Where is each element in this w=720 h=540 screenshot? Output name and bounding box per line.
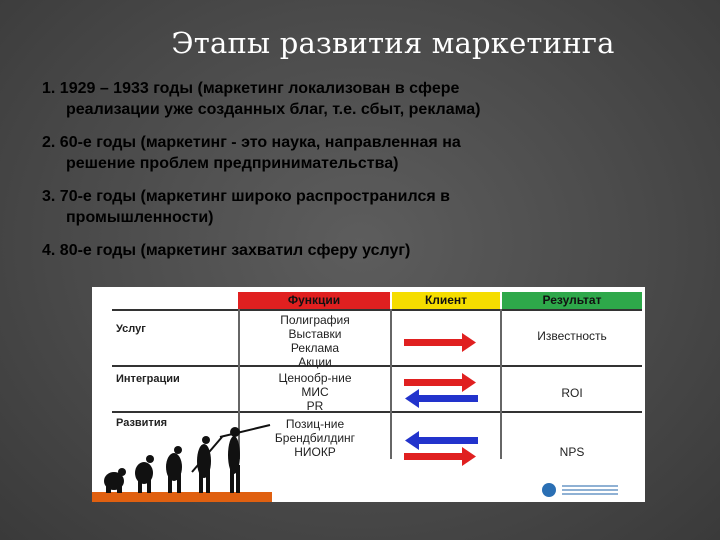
header-functions: Функции — [238, 292, 390, 309]
function-item: Ценообр-ние — [278, 371, 352, 385]
list-item-rest: решение проблем предпринимательства) — [66, 155, 399, 172]
arrow-right-icon — [404, 373, 476, 392]
function-item: Брендбилдинг — [274, 431, 356, 445]
arrow-left-icon — [405, 431, 478, 450]
result-roi: ROI — [561, 386, 583, 400]
function-item: PR — [306, 399, 324, 413]
list-item — [42, 240, 602, 261]
list-item — [42, 132, 602, 174]
arrow-right-icon — [404, 447, 476, 466]
result-awareness: Известность — [537, 329, 607, 343]
row-label-services: Услуг — [116, 323, 146, 335]
arrow-left-icon — [405, 389, 478, 408]
result-nps: NPS — [559, 445, 585, 459]
list-item-lead: 2. 60-е годы (маркетинг - это наука, направленная на — [42, 134, 461, 151]
list-item — [42, 78, 602, 120]
company-logo-icon — [542, 483, 556, 497]
evolution-silhouette-icon — [92, 425, 272, 502]
list-item — [42, 186, 602, 228]
stages-list — [42, 78, 602, 273]
function-item: Выставки — [288, 327, 342, 341]
list-item-lead: 4. 80-е годы (маркетинг захватил сферу услуг) — [42, 242, 411, 259]
slide-title: Этапы развития маркетинга — [171, 26, 615, 60]
figure-graphics — [92, 287, 645, 502]
list-item-rest: реализации уже созданных благ, т.е. сбыт, реклама) — [66, 101, 481, 118]
header-client: Клиент — [392, 292, 500, 309]
marketing-table-figure — [92, 287, 645, 502]
header-result: Результат — [502, 292, 642, 309]
list-item-lead: 1. 1929 – 1933 годы (маркетинг локализован в сфере — [42, 80, 460, 97]
function-item: Позиц-ние — [285, 417, 345, 431]
function-item: Реклама — [290, 341, 340, 355]
row-label-development: Развития — [116, 417, 168, 429]
row-label-integration: Интеграции — [116, 373, 180, 385]
function-item: МИС — [301, 385, 329, 399]
function-item: НИОКР — [294, 445, 336, 459]
function-item: Полиграфия — [280, 313, 350, 327]
company-logo-text-icon — [562, 485, 618, 495]
arrow-right-icon — [404, 333, 476, 352]
list-item-lead: 3. 70-е годы (маркетинг широко распространился в — [42, 188, 450, 205]
function-item: Акции — [298, 355, 332, 369]
list-item-rest: промышленности) — [66, 209, 214, 226]
